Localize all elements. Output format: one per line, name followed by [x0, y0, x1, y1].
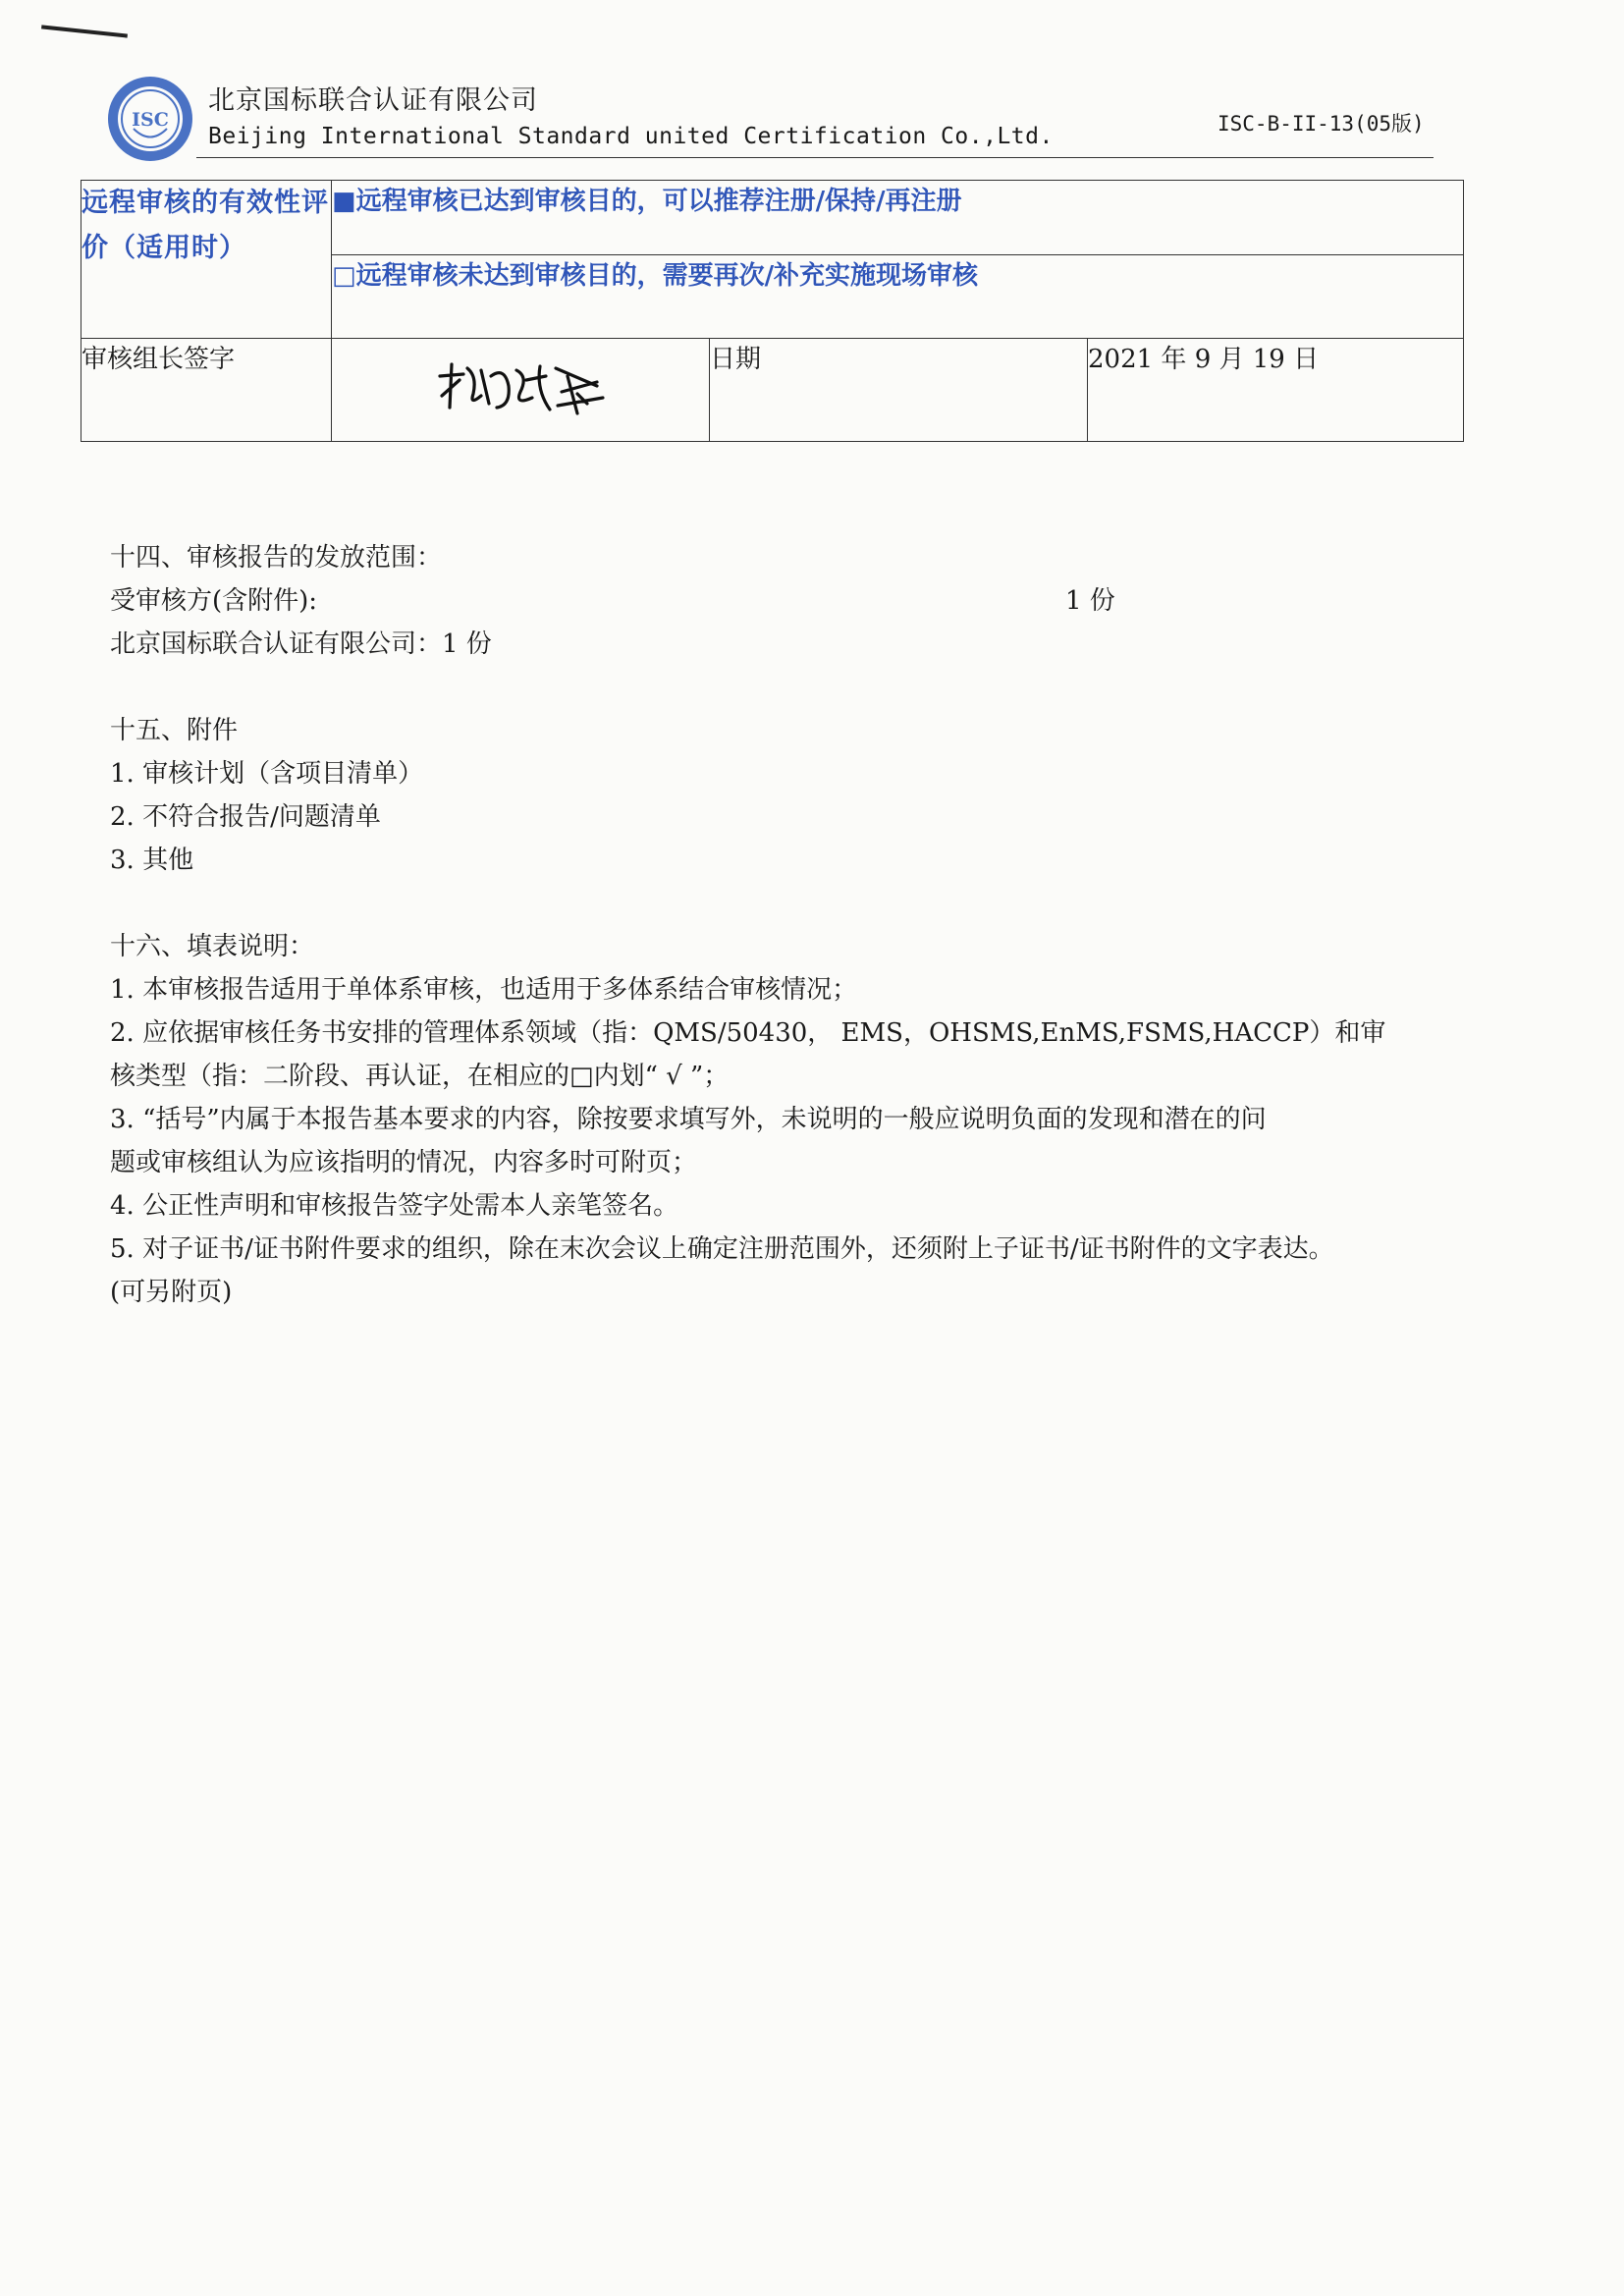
evaluation-label: 远程审核的有效性评价（适用时）: [81, 181, 332, 339]
date-value: 2021 年 9 月 19 日: [1088, 339, 1464, 442]
section14-title: 十四、审核报告的发放范围：: [110, 543, 443, 573]
auditee-label: 受审核方(含附件):: [110, 586, 318, 616]
corner-mark: [41, 25, 128, 37]
evaluation-table: [81, 180, 1464, 442]
signature: [430, 347, 617, 425]
instruction-line: 核类型（指：二阶段、再认证，在相应的□内划“ √ ”；: [110, 1062, 730, 1091]
option-achieved: ■远程审核已达到审核目的，可以推荐注册/保持/再注册: [332, 181, 1464, 255]
document-code: ISC-B-II-13(05版): [1218, 112, 1425, 136]
instruction-line: (可另附页): [110, 1278, 233, 1307]
company-logo: [106, 75, 194, 163]
svg-text:ISC: ISC: [132, 109, 169, 131]
instruction-line: 题或审核组认为应该指明的情况，内容多时可附页；: [110, 1148, 698, 1177]
sign-label: 审核组长签字: [81, 339, 332, 442]
option-not-achieved: □远程审核未达到审核目的，需要再次/补充实施现场审核: [332, 255, 1464, 339]
attachment-item: 2. 不符合报告/问题清单: [110, 802, 381, 832]
date-label: 日期: [710, 339, 1088, 442]
section15-title: 十五、附件: [110, 716, 239, 745]
instruction-line: 5. 对子证书/证书附件要求的组织，除在末次会议上确定注册范围外，还须附上子证书/证书附件的文字表达。: [110, 1234, 1334, 1264]
company-name-cn: 北京国标联合认证有限公司: [208, 85, 538, 116]
auditee-copies: 1 份: [1065, 586, 1115, 616]
report-body: [110, 536, 1465, 1314]
instruction-line: 3. “括号”内属于本报告基本要求的内容，除按要求填写外，未说明的一般应说明负面的发现和潜在的问: [110, 1105, 1267, 1134]
instruction-line: 2. 应依据审核任务书安排的管理体系领域（指：QMS/50430， EMS，OHSMS,EnMS,FSMS,HACCP）和审: [110, 1018, 1386, 1048]
header-rule: [196, 157, 1434, 158]
distribution-company: 北京国标联合认证有限公司：1 份: [110, 629, 492, 659]
signature-cell: [332, 339, 710, 442]
instruction-line: 4. 公正性声明和审核报告签字处需本人亲笔签名。: [110, 1191, 679, 1221]
section16-title: 十六、填表说明：: [110, 932, 315, 961]
attachment-item: 1. 审核计划（含项目清单）: [110, 759, 424, 789]
attachment-item: 3. 其他: [110, 846, 194, 875]
instruction-line: 1. 本审核报告适用于单体系审核，也适用于多体系结合审核情况；: [110, 975, 858, 1005]
company-name-en: Beijing International Standard united Certification Co.,Ltd.: [208, 124, 1054, 149]
distribution-auditee: [110, 579, 1465, 623]
